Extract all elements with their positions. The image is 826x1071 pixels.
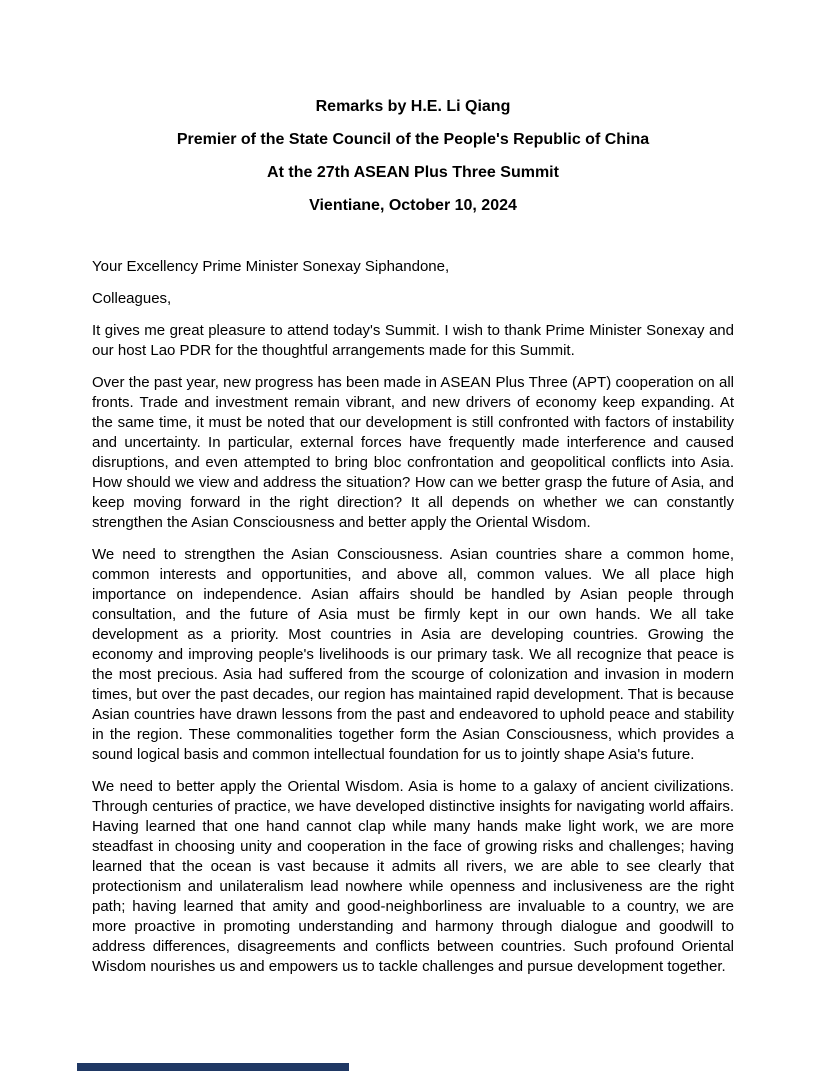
document-title-line-4: Vientiane, October 10, 2024 xyxy=(309,197,517,214)
paragraph-past-year: Over the past year, new progress has been made in ASEAN Plus Three (APT) cooperation on all fronts. Trade and investment remain vibrant, and new drivers of economy keep expanding. At the same time, it must be noted that our development is still confronted with factors of instability and uncertainty. In particular, external forces have frequently made interference and caused disruptions, and even attempted to bring bloc confrontation and geopolitical conflicts into Asia. How should we view and address the situation? How can we better grasp the future of Asia, and keep moving forward in the right direction? It all depends on whether we can constantly strengthen the Asian Consciousness and better apply the Oriental Wisdom. xyxy=(92,374,734,531)
document-title-block xyxy=(92,0,734,222)
paragraph-oriental-wisdom: We need to better apply the Oriental Wisdom. Asia is home to a galaxy of ancient civilizations. Through centuries of practice, we have developed distinctive insights for navigating world affairs. Having learned that one hand cannot clap while many hands make light work, we are more steadfast in choosing unity and cooperation in the face of growing risks and challenges; having learned that the ocean is vast because it admits all rivers, we are able to see clearly that protectionism and unilateralism lead nowhere while openness and inclusiveness are the right path; having learned that amity and good-neighborliness are invaluable to a country, we are more proactive in promoting understanding and harmony through dialogue and goodwill to address differences, disagreements and conflicts between countries. Such profound Oriental Wisdom nourishes us and empowers us to tackle challenges and pursue development together. xyxy=(92,778,734,975)
document-title-line-2: Premier of the State Council of the People's Republic of China xyxy=(176,131,650,148)
paragraph-colleagues: Colleagues, xyxy=(92,290,172,307)
paragraph-thanks: It gives me great pleasure to attend today's Summit. I wish to thank Prime Minister Sonexay and our host Lao PDR for the thoughtful arrangements made for this Summit. xyxy=(92,322,734,359)
paragraph-salutation: Your Excellency Prime Minister Sonexay Siphandone, xyxy=(92,258,450,275)
document-title-line-3: At the 27th ASEAN Plus Three Summit xyxy=(267,164,559,181)
paragraph-asian-consciousness: We need to strengthen the Asian Consciousness. Asian countries share a common home, common interests and opportunities, and above all, common values. We all place high importance on independence. Asian affairs should be handled by Asian people through consultation, and the future of Asia must be firmly kept in our own hands. We all take development as a priority. Most countries in Asia are developing countries. Growing the economy and improving people's livelihoods is our primary task. We all recognize that peace is the most precious. Asia had suffered from the scourge of colonization and invasion in modern times, but over the past decades, our region has maintained rapid development. That is because Asian countries have drawn lessons from the past and endeavored to uphold peace and stability in the region. These commonalities together form the Asian Consciousness, which provides a sound logical basis and common intellectual foundation for us to jointly shape Asia's future. xyxy=(92,546,734,763)
document-content xyxy=(92,0,734,989)
document-title-line-1: Remarks by H.E. Li Qiang xyxy=(315,98,511,115)
document-body xyxy=(92,257,734,977)
bottom-navy-bar xyxy=(77,1063,349,1071)
